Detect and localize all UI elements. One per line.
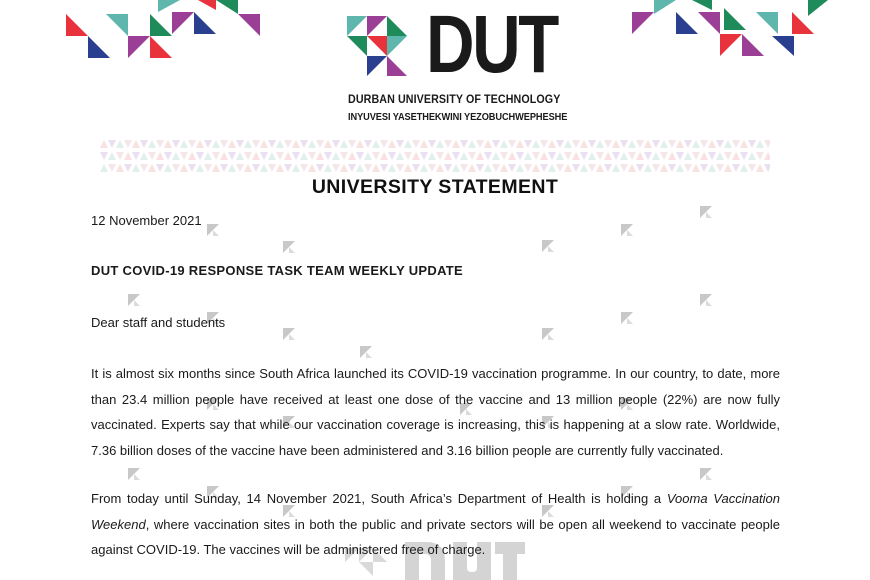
pattern-triangle (412, 152, 420, 160)
pattern-triangle (108, 152, 116, 160)
pattern-triangle (300, 164, 308, 172)
pattern-triangle (524, 140, 532, 148)
pattern-triangle (164, 164, 172, 172)
pattern-triangle (500, 140, 508, 148)
pattern-triangle (156, 152, 164, 160)
pattern-triangle (564, 152, 572, 160)
pattern-triangle (740, 152, 748, 160)
pattern-triangle (612, 140, 620, 148)
pattern-triangle (716, 140, 724, 148)
pattern-triangle (364, 152, 372, 160)
pattern-triangle (636, 140, 644, 148)
pattern-triangle (324, 164, 332, 172)
pattern-triangle (516, 152, 524, 160)
pattern-triangle (428, 164, 436, 172)
pattern-triangle (732, 140, 740, 148)
pattern-triangle (116, 152, 124, 160)
pattern-triangle (716, 152, 724, 160)
pattern-triangle (716, 164, 724, 172)
pattern-triangle (140, 152, 148, 160)
pattern-triangle (172, 140, 180, 148)
pattern-triangle (252, 152, 260, 160)
pattern-triangle (476, 152, 484, 160)
pattern-triangle (108, 164, 116, 172)
pattern-triangle (156, 164, 164, 172)
pattern-triangle (740, 164, 748, 172)
pattern-triangle (380, 140, 388, 148)
vooma-vaccination-weekend: Vooma Vaccination Weekend (91, 491, 781, 532)
pattern-triangle (380, 152, 388, 160)
pattern-triangle (172, 164, 180, 172)
pattern-triangle (388, 140, 396, 148)
pattern-triangle (708, 140, 716, 148)
pattern-triangle (100, 140, 108, 148)
pattern-triangle (508, 140, 516, 148)
pattern-triangle (180, 152, 188, 160)
pattern-triangle (572, 164, 580, 172)
pattern-triangle (444, 140, 452, 148)
pattern-triangle (676, 152, 684, 160)
pattern-triangle (636, 152, 644, 160)
pattern-triangle (204, 152, 212, 160)
pattern-triangle (284, 164, 292, 172)
pattern-triangle (156, 140, 164, 148)
pattern-triangle (100, 152, 108, 160)
pattern-triangle (436, 164, 444, 172)
pattern-triangle (132, 152, 140, 160)
pattern-triangle (308, 140, 316, 148)
pattern-triangle (132, 140, 140, 148)
pattern-triangle (316, 164, 324, 172)
pattern-triangle (652, 140, 660, 148)
pattern-triangle (236, 164, 244, 172)
pattern-triangle (292, 152, 300, 160)
pattern-triangle (604, 152, 612, 160)
watermark-icon (700, 206, 712, 218)
pattern-triangle (692, 140, 700, 148)
pattern-triangle (276, 164, 284, 172)
pattern-triangle (540, 140, 548, 148)
pattern-triangle (524, 152, 532, 160)
pattern-triangle (316, 152, 324, 160)
pattern-triangle (356, 140, 364, 148)
pattern-triangle (652, 152, 660, 160)
watermark-icon (700, 468, 712, 480)
pattern-triangle (220, 140, 228, 148)
document-subtitle: DUT COVID-19 RESPONSE TASK TEAM WEEKLY UPDATE (91, 263, 464, 278)
pattern-triangle (220, 164, 228, 172)
pattern-triangle (308, 152, 316, 160)
pattern-triangle (396, 140, 404, 148)
pattern-triangle (484, 164, 492, 172)
watermark-icon (542, 328, 554, 340)
pattern-triangle (228, 152, 236, 160)
pattern-triangle (548, 164, 556, 172)
pattern-triangle (212, 164, 220, 172)
pattern-triangle (460, 140, 468, 148)
pattern-triangle (380, 164, 388, 172)
pattern-triangle (348, 164, 356, 172)
pattern-triangle (476, 164, 484, 172)
pattern-triangle (532, 164, 540, 172)
pattern-triangle (340, 140, 348, 148)
pattern-triangle (396, 152, 404, 160)
pattern-triangle (116, 140, 124, 148)
pattern-triangle (428, 140, 436, 148)
pattern-triangle (484, 152, 492, 160)
pattern-triangle (124, 140, 132, 148)
pattern-triangle (652, 164, 660, 172)
watermark-icon (621, 312, 633, 324)
pattern-triangle (452, 140, 460, 148)
pattern-triangle (580, 152, 588, 160)
pattern-triangle (428, 152, 436, 160)
pattern-triangle (580, 140, 588, 148)
pattern-triangle (548, 140, 556, 148)
pattern-triangle (372, 164, 380, 172)
pattern-triangle (604, 164, 612, 172)
pattern-triangle (324, 152, 332, 160)
pattern-triangle (260, 140, 268, 148)
watermark-icon (621, 224, 633, 236)
pattern-triangle (140, 164, 148, 172)
pattern-triangle (412, 140, 420, 148)
pattern-triangle (556, 152, 564, 160)
paragraph-2-text-before: From today until Sunday, 14 November 2021, South Africa’s Department of Health is holding a (91, 491, 667, 506)
pattern-triangle (748, 140, 756, 148)
pattern-triangle (412, 164, 420, 172)
pattern-triangle (724, 152, 732, 160)
pattern-triangle (364, 164, 372, 172)
pattern-triangle (548, 152, 556, 160)
pattern-triangle (660, 152, 668, 160)
pattern-triangle (596, 152, 604, 160)
pattern-triangle (564, 140, 572, 148)
pattern-triangle (700, 140, 708, 148)
pattern-triangle (244, 152, 252, 160)
pattern-triangle (348, 152, 356, 160)
pattern-triangle (684, 164, 692, 172)
pattern-triangle (340, 152, 348, 160)
pattern-triangle (196, 152, 204, 160)
pattern-triangle (452, 164, 460, 172)
watermark-icon (700, 294, 712, 306)
university-name: DURBAN UNIVERSITY OF TECHNOLOGY (348, 94, 561, 106)
watermark-icon (283, 328, 295, 340)
pattern-triangle (476, 140, 484, 148)
pattern-triangle (708, 164, 716, 172)
pattern-triangle (364, 140, 372, 148)
pattern-triangle (676, 164, 684, 172)
pattern-triangle (580, 164, 588, 172)
pattern-triangle (524, 164, 532, 172)
pattern-triangle (180, 164, 188, 172)
pattern-triangle (140, 140, 148, 148)
pattern-triangle (132, 164, 140, 172)
paragraph-2 (91, 486, 780, 563)
pattern-triangle (228, 140, 236, 148)
pattern-triangle (628, 140, 636, 148)
watermark-icon (360, 346, 372, 358)
pattern-triangle (756, 164, 764, 172)
pattern-triangle (420, 164, 428, 172)
pattern-triangle (388, 152, 396, 160)
pattern-triangle (700, 164, 708, 172)
pattern-triangle (468, 140, 476, 148)
pattern-triangle (220, 152, 228, 160)
pattern-triangle (764, 140, 770, 148)
pattern-triangle (396, 164, 404, 172)
pattern-triangle (500, 152, 508, 160)
pattern-triangle (188, 164, 196, 172)
pattern-triangle (276, 152, 284, 160)
pattern-triangle (260, 164, 268, 172)
pattern-triangle (388, 164, 396, 172)
pattern-triangle (668, 152, 676, 160)
pattern-triangle (708, 152, 716, 160)
pattern-triangle (108, 140, 116, 148)
pattern-triangle (212, 140, 220, 148)
pattern-triangle (252, 140, 260, 148)
watermark-icon (542, 240, 554, 252)
pattern-triangle (508, 164, 516, 172)
pattern-triangle (460, 152, 468, 160)
pattern-triangle (540, 164, 548, 172)
pattern-triangle (372, 140, 380, 148)
pattern-triangle (612, 164, 620, 172)
pattern-triangle (628, 164, 636, 172)
pattern-triangle (124, 164, 132, 172)
pattern-triangle (764, 152, 770, 160)
pattern-triangle (596, 164, 604, 172)
pattern-triangle (332, 152, 340, 160)
pattern-triangle (332, 140, 340, 148)
pattern-triangle (468, 152, 476, 160)
decorative-triangles-right (632, 0, 832, 60)
pattern-triangle (420, 152, 428, 160)
pattern-triangle (204, 140, 212, 148)
pattern-triangle (732, 164, 740, 172)
pattern-triangle (644, 152, 652, 160)
pattern-triangle (148, 140, 156, 148)
pattern-triangle (340, 164, 348, 172)
pattern-triangle (260, 152, 268, 160)
watermark-icon (283, 241, 295, 253)
pattern-triangle (756, 140, 764, 148)
pattern-triangle (724, 140, 732, 148)
pattern-triangle (236, 152, 244, 160)
pattern-triangle (300, 152, 308, 160)
pattern-triangle (660, 164, 668, 172)
pattern-triangle (636, 164, 644, 172)
watermark-icon (128, 294, 140, 306)
pattern-triangle (292, 164, 300, 172)
pattern-triangle (276, 140, 284, 148)
pattern-triangle (732, 152, 740, 160)
pattern-triangle (268, 164, 276, 172)
pattern-triangle (764, 164, 770, 172)
pattern-triangle (556, 164, 564, 172)
pattern-triangle (436, 152, 444, 160)
pattern-triangle (236, 140, 244, 148)
pattern-triangle (660, 140, 668, 148)
pattern-triangle (372, 152, 380, 160)
pattern-triangle (164, 152, 172, 160)
pattern-triangle (308, 164, 316, 172)
watermark-icon (128, 468, 140, 480)
pattern-triangle (268, 140, 276, 148)
pattern-triangle (620, 152, 628, 160)
pattern-triangle (196, 164, 204, 172)
pattern-triangle (284, 140, 292, 148)
watermark-icon (207, 224, 219, 236)
pattern-triangle (268, 152, 276, 160)
pattern-triangle (172, 152, 180, 160)
pattern-triangle (588, 152, 596, 160)
pattern-triangle (356, 164, 364, 172)
greeting: Dear staff and students (91, 315, 226, 330)
pattern-triangle (164, 140, 172, 148)
pattern-triangle (620, 164, 628, 172)
pattern-triangle (212, 152, 220, 160)
pattern-triangle (148, 152, 156, 160)
pattern-triangle (228, 164, 236, 172)
dut-logo-mark (347, 16, 417, 82)
pattern-triangle (740, 140, 748, 148)
pattern-triangle (588, 164, 596, 172)
pattern-triangle (244, 140, 252, 148)
pattern-triangle (644, 164, 652, 172)
pattern-triangle (516, 140, 524, 148)
pattern-triangle (100, 164, 108, 172)
pattern-triangle (612, 152, 620, 160)
pattern-triangle (684, 140, 692, 148)
pattern-triangle (516, 164, 524, 172)
pattern-triangle (748, 152, 756, 160)
pattern-triangle (436, 140, 444, 148)
pattern-triangle (756, 152, 764, 160)
pattern-triangle (700, 152, 708, 160)
pattern-triangle (564, 164, 572, 172)
pattern-triangle (204, 164, 212, 172)
document-title: UNIVERSITY STATEMENT (311, 176, 559, 198)
pattern-triangle (588, 140, 596, 148)
pattern-triangle (748, 164, 756, 172)
document-date: 12 November 2021 (91, 213, 202, 228)
pattern-triangle (556, 140, 564, 148)
pattern-triangle (124, 152, 132, 160)
pattern-triangle (668, 164, 676, 172)
pattern-triangle (148, 164, 156, 172)
pattern-triangle (188, 140, 196, 148)
pattern-triangle (452, 152, 460, 160)
pattern-triangle (508, 152, 516, 160)
pattern-triangle (692, 164, 700, 172)
pattern-triangle (628, 152, 636, 160)
pattern-triangle (460, 164, 468, 172)
pattern-triangle (332, 164, 340, 172)
pattern-triangle (676, 140, 684, 148)
pattern-triangle (444, 164, 452, 172)
pattern-triangle (492, 140, 500, 148)
pattern-band (100, 138, 770, 174)
pattern-triangle (188, 152, 196, 160)
pattern-triangle (444, 152, 452, 160)
pattern-triangle (492, 152, 500, 160)
paragraph-1: It is almost six months since South Africa launched its COVID-19 vaccination programme. In our country, to date, more than 23.4 million people have received at least one dose of the vaccine and 13 million people (22%) are now fully vaccinated. Experts say that while our vaccination coverage is increasing, this is happening at a slow rate. Worldwide, 7.36 billion doses of the vaccine have been administered and 3.16 billion people are currently fully vaccinated. (91, 366, 780, 458)
dut-logo-wordmark: DUT (426, 0, 557, 90)
decorative-triangles-left (58, 0, 268, 60)
pattern-triangle (292, 140, 300, 148)
pattern-triangle (684, 152, 692, 160)
pattern-triangle (348, 140, 356, 148)
pattern-triangle (596, 140, 604, 148)
pattern-triangle (420, 140, 428, 148)
pattern-triangle (244, 164, 252, 172)
pattern-triangle (316, 140, 324, 148)
university-name-zulu: INYUVESI YASETHEKWINI YEZOBUCHWEPHESHE (348, 111, 568, 123)
pattern-triangle (532, 152, 540, 160)
pattern-triangle (724, 164, 732, 172)
pattern-triangle (532, 140, 540, 148)
pattern-triangle (404, 140, 412, 148)
pattern-triangle (404, 152, 412, 160)
pattern-triangle (484, 140, 492, 148)
pattern-triangle (644, 140, 652, 148)
pattern-triangle (196, 140, 204, 148)
pattern-triangle (692, 152, 700, 160)
pattern-triangle (180, 140, 188, 148)
pattern-triangle (540, 152, 548, 160)
pattern-triangle (500, 164, 508, 172)
pattern-triangle (356, 152, 364, 160)
pattern-triangle (252, 164, 260, 172)
pattern-triangle (116, 164, 124, 172)
pattern-triangle (604, 140, 612, 148)
pattern-triangle (492, 164, 500, 172)
pattern-triangle (404, 164, 412, 172)
pattern-triangle (324, 140, 332, 148)
pattern-triangle (620, 140, 628, 148)
pattern-triangle (668, 140, 676, 148)
pattern-triangle (572, 140, 580, 148)
paragraph-2-text-after: , where vaccination sites in both the public and private sectors will be open all weekend to vaccinate people against COVID-19. The vaccines will be administered free of charge. (91, 516, 780, 557)
pattern-triangle (300, 140, 308, 148)
pattern-triangle (284, 152, 292, 160)
pattern-triangle (468, 164, 476, 172)
pattern-triangle (572, 152, 580, 160)
